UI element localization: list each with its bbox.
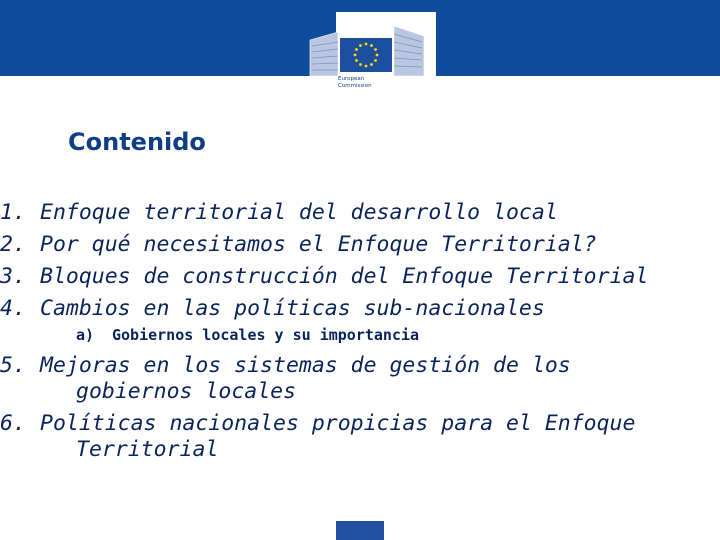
list-item-number: 6. — [0, 411, 26, 436]
logo-line-2: Commission — [338, 83, 372, 89]
eu-star-icon — [365, 65, 368, 68]
eu-star-icon — [355, 59, 358, 62]
footer-bar — [336, 521, 384, 540]
eu-star-icon — [374, 59, 377, 62]
eu-star-icon — [370, 63, 373, 66]
logo-wordmark — [338, 76, 398, 90]
eu-star-icon — [355, 48, 358, 51]
eu-star-icon — [359, 44, 362, 47]
eu-star-icon — [354, 54, 357, 57]
slide-title: Contenido — [68, 128, 206, 156]
european-commission-logo — [308, 12, 430, 98]
list-item-number: 4. — [0, 296, 26, 321]
list-item-number: 2. — [0, 232, 26, 257]
list-item-number: 3. — [0, 264, 26, 289]
eu-star-icon — [359, 63, 362, 66]
list-item-text-line-1: Mejoras en los sistemas de gestión de los — [40, 353, 571, 378]
eu-star-icon — [370, 44, 373, 47]
list-item-text: Bloques de construcción del Enfoque Territorial — [40, 264, 649, 289]
list-item-text: Por qué necesitamos el Enfoque Territorial? — [40, 232, 597, 257]
eu-star-icon — [365, 43, 368, 46]
sub-item-text: Gobiernos locales y su importancia — [112, 326, 420, 344]
logo-line-1: European — [338, 76, 365, 82]
list-item-text-line-2: Territorial — [76, 437, 219, 462]
list-item-text-line-1: Políticas nacionales propicias para el Enfoque — [40, 411, 636, 436]
eu-star-icon — [374, 48, 377, 51]
list-item-text: Enfoque territorial del desarrollo local — [40, 200, 558, 225]
list-item-number: 1. — [0, 200, 26, 225]
eu-star-icon — [376, 54, 379, 57]
sub-item-label: a) — [76, 326, 95, 344]
list-item-number: 5. — [0, 353, 26, 378]
list-item-text-line-2: gobiernos locales — [76, 379, 297, 404]
list-item-text: Cambios en las políticas sub-nacionales — [40, 296, 545, 321]
